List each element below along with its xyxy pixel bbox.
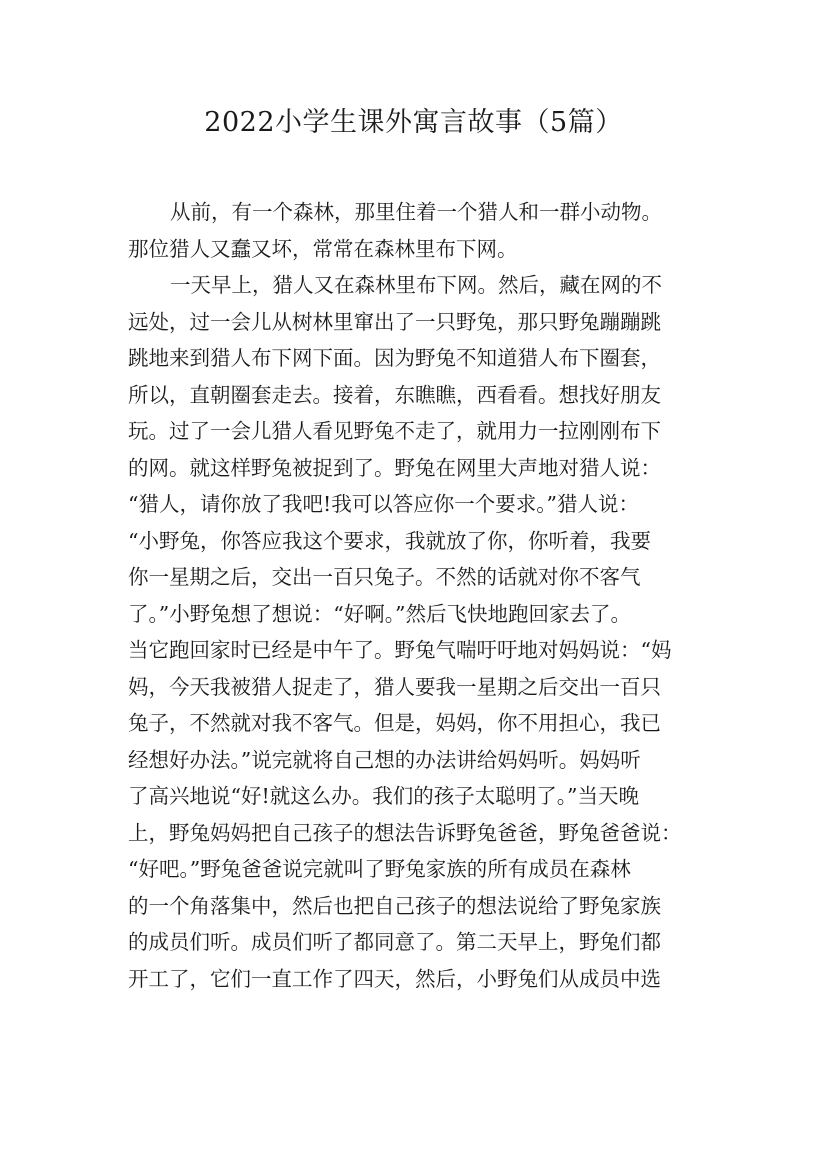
text-line: “小野兔，你答应我这个要求，我就放了你，你听着，我要 bbox=[128, 528, 651, 553]
text-line: 开工了，它们一直工作了四天，然后，小野兔们从成员中选 bbox=[128, 966, 661, 991]
text-line: 从前，有一个森林，那里住着一个猎人和一群小动物。 bbox=[170, 200, 662, 224]
text-line: 上，野兔妈妈把自己孩子的想法告诉野兔爸爸，野兔爸爸说： bbox=[128, 820, 682, 845]
text-line: 一天早上，猎人又在森林里布下网。然后，藏在网的不 bbox=[170, 273, 662, 297]
text-line: 的网。就这样野兔被捉到了。野兔在网里大声地对猎人说： bbox=[128, 455, 661, 480]
document-body bbox=[128, 194, 718, 997]
text-line: 的一个角落集中，然后也把自己孩子的想法说给了野兔家族 bbox=[128, 893, 661, 918]
document-title: 2022小学生课外寓言故事（5篇） bbox=[204, 107, 623, 138]
text-line: “好吧。”野兔爸爸说完就叫了野兔家族的所有成员在森林 bbox=[128, 857, 631, 881]
text-line: 你一星期之后，交出一百只兔子。不然的话就对你不客气 bbox=[128, 565, 641, 589]
text-line: 玩。过了一会儿猎人看见野兔不走了，就用力一拉刚刚布下 bbox=[128, 419, 661, 443]
text-line: 了。”小野兔想了想说：“好啊。”然后飞快地跑回家去了。 bbox=[128, 601, 631, 626]
text-line: 那位猎人又蠢又坏，常常在森林里布下网。 bbox=[128, 236, 518, 261]
text-line: 了高兴地说“好!就这么办。我们的孩子太聪明了。”当天晚 bbox=[128, 784, 639, 808]
text-line: 所以，直朝圈套走去。接着，东瞧瞧，西看看。想找好朋友 bbox=[128, 382, 661, 407]
text-line: 当它跑回家时已经是中午了。野兔气喘吁吁地对妈妈说：“妈 bbox=[128, 638, 672, 662]
text-line: 经想好办法。”说完就将自己想的办法讲给妈妈听。妈妈听 bbox=[128, 747, 641, 772]
text-line: “猎人，请你放了我吧!我可以答应你一个要求。”猎人说： bbox=[128, 492, 639, 516]
text-line: 兔子，不然就对我不客气。但是，妈妈，你不用担心，我已 bbox=[128, 711, 661, 735]
text-line: 妈，今天我被猎人捉走了，猎人要我一星期之后交出一百只 bbox=[128, 674, 661, 699]
text-line: 的成员们听。成员们听了都同意了。第二天早上，野兔们都 bbox=[128, 930, 661, 954]
text-line: 远处，过一会儿从树林里窜出了一只野兔，那只野兔蹦蹦跳 bbox=[128, 309, 661, 334]
text-line: 跳地来到猎人布下网下面。因为野兔不知道猎人布下圈套， bbox=[128, 346, 661, 370]
